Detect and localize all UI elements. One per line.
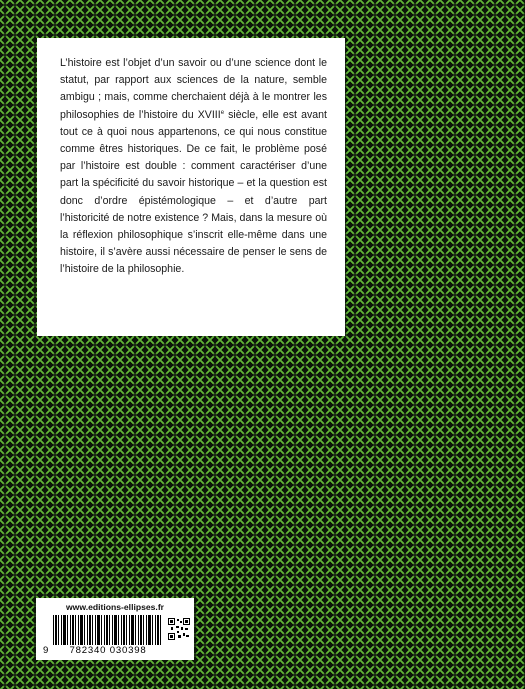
back-cover-text-part-2: siècle, elle est avant tout ce à quoi nous appartenons, ce qui nous constitue comme êtres historiques. De ce fait, le problème posé par l’histoire est double : comment caractériser d’une part la spécificité du savoir historique – et la question est donc d’ordre épistémologique – et d’autre part l’historicité de notre existence ? Mais, dans la mesure où la réflexion philosophique s’inscrit elle-même dans une histoire, il s’avère aussi nécessaire de penser le sens de l’histoire de la philosophie. — [60, 108, 327, 276]
publisher-website: www.editions-ellipses.fr — [65, 602, 165, 612]
back-cover-text — [60, 55, 327, 279]
back-cover-text-panel — [37, 38, 345, 336]
qr-code-icon — [168, 618, 190, 640]
back-cover-text-part-1: L’histoire est l’objet d’un savoir ou d’une science dont le statut, par rapport aux sciences de la nature, semble ambigu ; mais, comme cherchaient déjà à le montrer les philosophies de l’histoire du XVIII — [60, 57, 327, 121]
isbn-lead-digit: 9 — [43, 645, 49, 656]
isbn-digits: 782340 030398 — [69, 645, 147, 656]
century-superscript: e — [220, 109, 225, 116]
isbn-barcode — [53, 615, 163, 645]
barcode-box — [36, 598, 194, 660]
